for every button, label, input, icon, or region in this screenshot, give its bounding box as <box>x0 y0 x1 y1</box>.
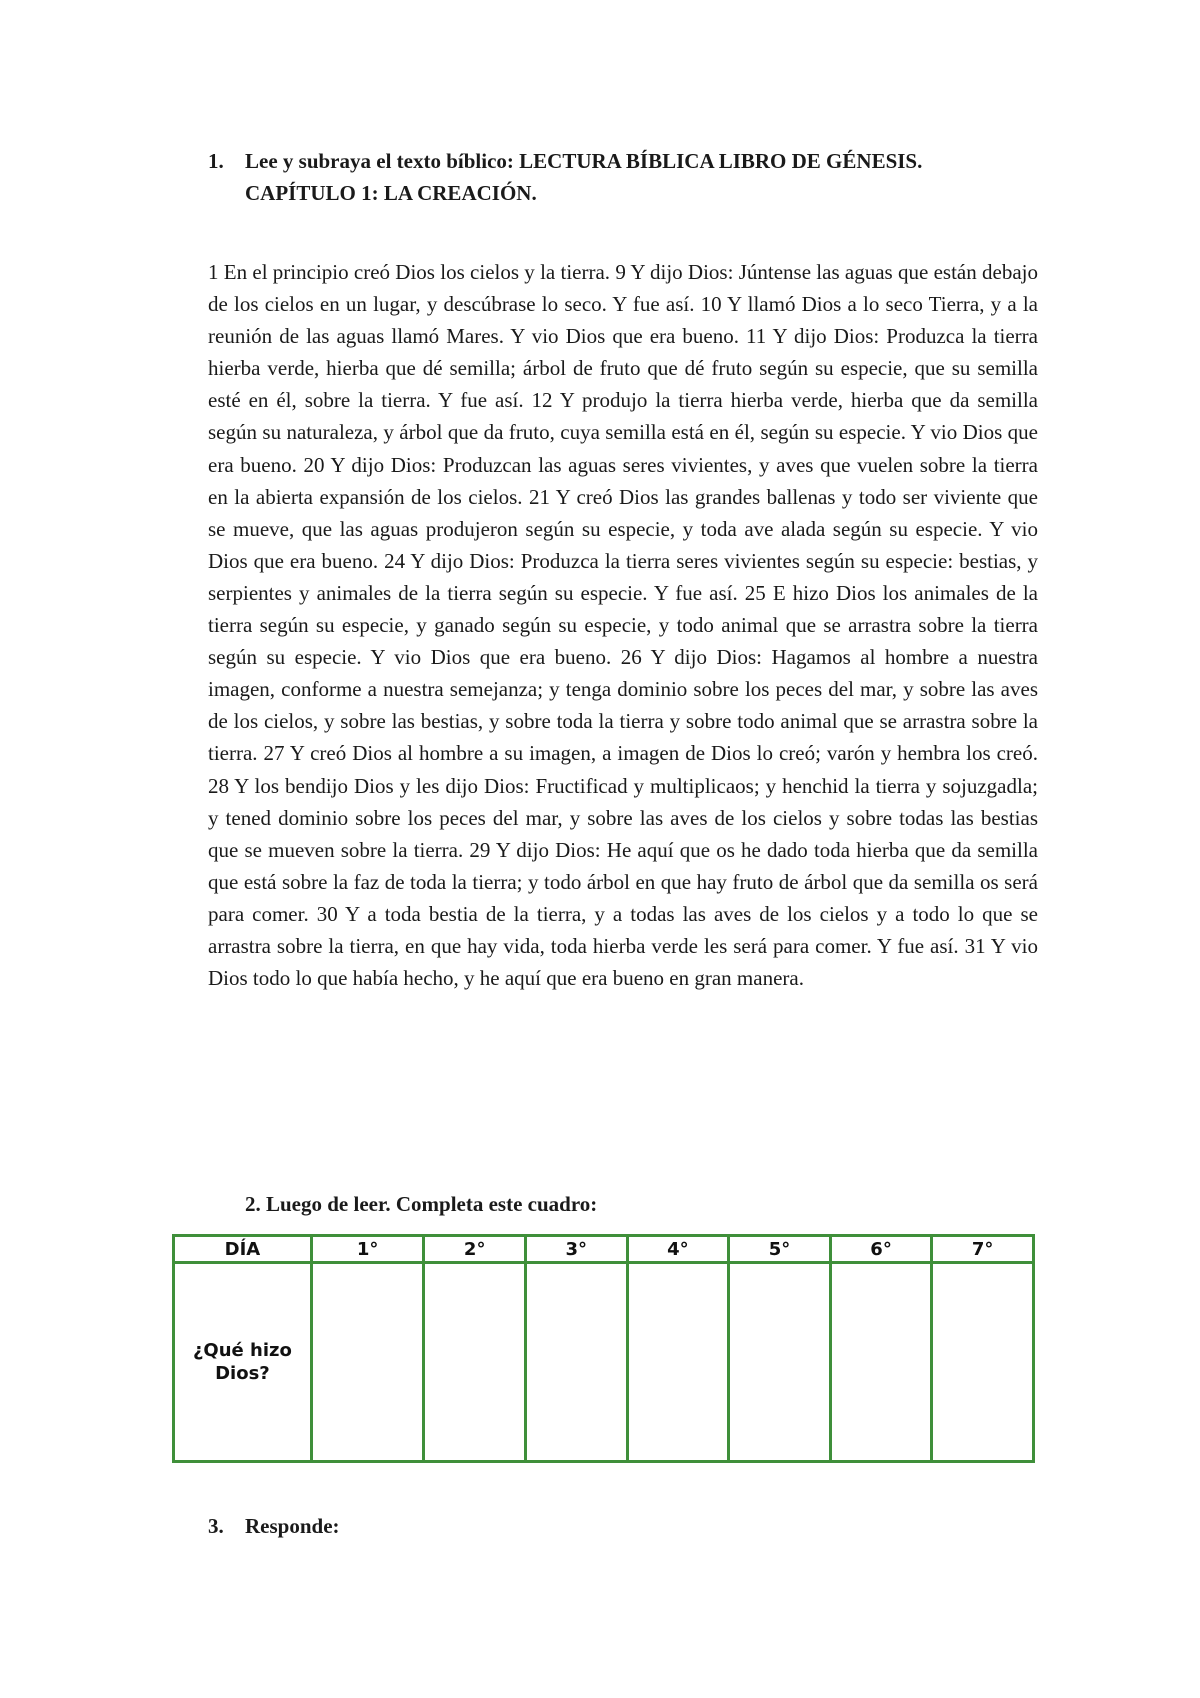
question-2-heading: 2. Luego de leer. Completa este cuadro: <box>245 1192 598 1216</box>
question-3-title: Responde: <box>245 1514 340 1538</box>
question-1-number: 1. <box>208 149 224 173</box>
creation-days-table <box>172 1234 1035 1463</box>
question-1-title-line2: CAPÍTULO 1: LA CREACIÓN. <box>245 181 537 205</box>
answer-cell-day-6[interactable] <box>830 1263 932 1462</box>
header-cell-day-3: 3° <box>525 1236 627 1263</box>
question-1-title-line1: Lee y subraya el texto bíblico: LECTURA BÍBLICA LIBRO DE GÉNESIS. <box>245 149 923 173</box>
bible-reading-text: 1 En el principio creó Dios los cielos y la tierra. 9 Y dijo Dios: Júntense las aguas que están debajo de los cielos en un lugar, y descúbrase lo seco. Y fue así. 10 Y llamó Dios a lo seco Tierra, y a la reunión de las aguas llamó Mares. Y vio Dios que era bueno. 11 Y dijo Dios: Produzca la tierra hierba verde, hierba que dé semilla; árbol de fruto que dé fruto según su especie, que su semilla esté en él, sobre la tierra. Y fue así. 12 Y produjo la tierra hierba verde, hierba que da semilla según su naturaleza, y árbol que da fruto, cuya semilla está en él, según su especie. Y vio Dios que era bueno. 20 Y dijo Dios: Produzcan las aguas seres vivientes, y aves que vuelen sobre la tierra en la abierta expansión de los cielos. 21 Y creó Dios las grandes ballenas y todo ser viviente que se mueve, que las aguas produjeron según su especie, y toda ave alada según su especie. Y vio Dios que era bueno. 24 Y dijo Dios: Produzca la tierra seres vivientes según su especie: bestias, y serpientes y animales de la tierra según su especie. Y fue así. 25 E hizo Dios los animales de la tierra según su especie, y ganado según su especie, y todo animal que se arrastra sobre la tierra según su especie. Y vio Dios que era bueno. 26 Y dijo Dios: Hagamos al hombre a nuestra imagen, conforme a nuestra semejanza; y tenga dominio sobre los peces del mar, y sobre las aves de los cielos, y sobre las bestias, y sobre toda la tierra y sobre todo animal que se arrastra sobre la tierra. 27 Y creó Dios al hombre a su imagen, a imagen de Dios lo creó; varón y hembra los creó. 28 Y los bendijo Dios y les dijo Dios: Fructificad y multiplicaos; y henchid la tierra y sojuzgadla; y tened dominio sobre los peces del mar, y sobre las aves de los cielos y sobre todas las bestias que se mueven sobre la tierra. 29 Y dijo Dios: He aquí que os he dado toda hierba que da semilla que está sobre la faz de toda la tierra; y todo árbol en que hay fruto de árbol que da semilla os será para comer. 30 Y a toda bestia de la tierra, y a todas las aves de los cielos y a todo lo que se arrastra sobre la tierra, en que hay vida, toda hierba verde les será para comer. Y fue así. 31 Y vio Dios todo lo que había hecho, y he aquí que era bueno en gran manera. <box>208 260 1038 991</box>
answer-cell-day-5[interactable] <box>729 1263 831 1462</box>
header-cell-day-2: 2° <box>424 1236 526 1263</box>
header-cell-dia: DÍA <box>174 1236 312 1263</box>
question-3-heading <box>208 1514 340 1539</box>
row-label-que-hizo-dios <box>174 1263 312 1462</box>
table-answer-row <box>174 1263 1034 1462</box>
table-header-row <box>174 1236 1034 1263</box>
answer-cell-day-7[interactable] <box>932 1263 1034 1462</box>
answer-cell-day-3[interactable] <box>525 1263 627 1462</box>
header-cell-day-7: 7° <box>932 1236 1034 1263</box>
header-cell-day-1: 1° <box>311 1236 424 1263</box>
question-3-number: 3. <box>208 1514 224 1538</box>
row-label-text: ¿Qué hizo Dios? <box>192 1340 292 1384</box>
question-1-heading <box>208 145 1038 209</box>
answer-cell-day-4[interactable] <box>627 1263 729 1462</box>
answer-cell-day-2[interactable] <box>424 1263 526 1462</box>
header-cell-day-6: 6° <box>830 1236 932 1263</box>
answer-cell-day-1[interactable] <box>311 1263 424 1462</box>
header-cell-day-4: 4° <box>627 1236 729 1263</box>
header-cell-day-5: 5° <box>729 1236 831 1263</box>
